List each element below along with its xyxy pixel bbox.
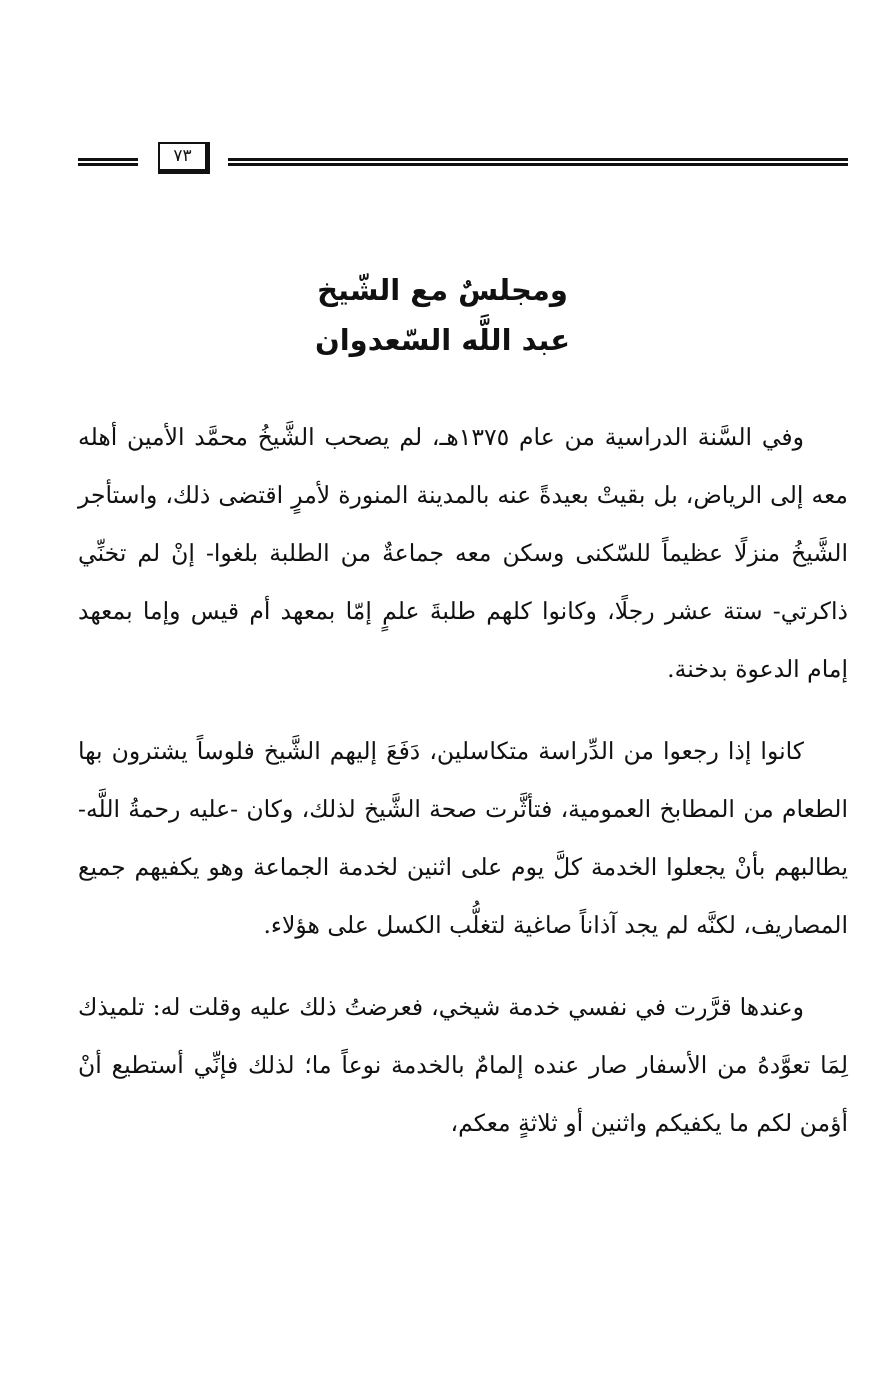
section-title [60,265,825,365]
page-number: ٧٣ [173,146,192,166]
page-header [78,142,848,182]
header-rule-right [228,158,848,166]
paragraph-1: وفي السَّنة الدراسية من عام ١٣٧٥هـ، لم يصحب الشَّيخُ محمَّد الأمين أهله معه إلى الرياض، بل بقيتْ بعيدةً عنه بالمدينة المنورة لأمرٍ اقتضى ذلك، واستأجر الشَّيخُ منزلًا عظيماً للسّكنى وسكن معه جماعةٌ من الطلبة بلغوا- إنْ لم تخنِّي ذاكرتي- ستة عشر رجلًا، وكانوا كلهم طلبةَ علمٍ إمّا بمعهد أم قيس وإما بمعهد إمام الدعوة بدخنة. [78,423,848,683]
paragraph-2: كانوا إذا رجعوا من الدِّراسة متكاسلين، دَفَعَ إليهم الشَّيخ فلوساً يشترون بها الطعام من المطابخ العمومية، فتأثَّرت صحة الشَّيخ لذلك، وكان -عليه رحمةُ اللَّه- يطالبهم بأنْ يجعلوا الخدمة كلَّ يوم على اثنين لخدمة الجماعة وهو يكفيهم جميع المصاريف، لكنَّه لم يجد آذاناً صاغية لتغلُّب الكسل على هؤلاء. [78,737,848,939]
body-text [78,408,848,1152]
header-rule-left [78,158,138,166]
section-title-line-1: ومجلسٌ مع الشّيخ [317,273,568,307]
paragraph-3: وعندها قرَّرت في نفسي خدمة شيخي، فعرضتُ ذلك عليه وقلت له: تلميذك لِمَا تعوَّدهُ من الأسفار صار عنده إلمامٌ بالخدمة نوعاً ما؛ لذلك فإنِّي أستطيع أنْ أؤمن لكم ما يكفيكم واثنين أو ثلاثةٍ معكم، [78,993,848,1137]
section-title-line-2: عبد اللَّه السّعدوان [314,323,571,357]
page-number-box [158,142,210,174]
